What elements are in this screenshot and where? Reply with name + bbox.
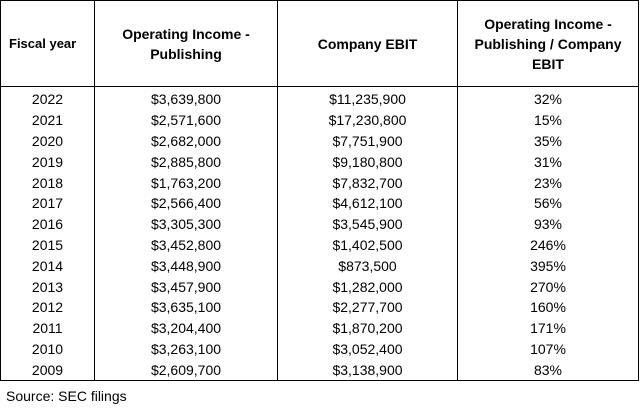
cell-fiscal-year: 2010 [1, 339, 95, 360]
cell-fiscal-year: 2009 [1, 359, 95, 380]
table-row [1, 318, 639, 339]
cell-company-ebit: $2,277,700 [278, 297, 458, 318]
table-row [1, 193, 639, 214]
cell-operating-income: $3,635,100 [95, 297, 278, 318]
table-row [1, 339, 639, 360]
cell-operating-income: $3,452,800 [95, 235, 278, 256]
table-row [1, 214, 639, 235]
table-body [1, 87, 639, 381]
cell-fiscal-year: 2017 [1, 193, 95, 214]
cell-operating-income: $2,682,000 [95, 131, 278, 152]
cell-company-ebit: $1,870,200 [278, 318, 458, 339]
cell-company-ebit: $3,052,400 [278, 339, 458, 360]
cell-fiscal-year: 2014 [1, 255, 95, 276]
cell-company-ebit: $9,180,800 [278, 151, 458, 172]
table-row [1, 110, 639, 131]
table-header-row [1, 1, 639, 87]
cell-company-ebit: $873,500 [278, 255, 458, 276]
table-row [1, 131, 639, 152]
cell-operating-income: $2,566,400 [95, 193, 278, 214]
header-publishing-ebit-ratio: Operating Income - Publishing / Company EBIT [458, 1, 639, 87]
cell-ratio: 270% [458, 276, 639, 297]
cell-ratio: 31% [458, 151, 639, 172]
table-row [1, 255, 639, 276]
cell-fiscal-year: 2016 [1, 214, 95, 235]
table-row [1, 235, 639, 256]
cell-operating-income: $3,448,900 [95, 255, 278, 276]
cell-ratio: 83% [458, 359, 639, 380]
cell-company-ebit: $4,612,100 [278, 193, 458, 214]
header-operating-income-publishing: Operating Income - Publishing [95, 1, 278, 87]
cell-fiscal-year: 2012 [1, 297, 95, 318]
table-row [1, 151, 639, 172]
cell-company-ebit: $1,402,500 [278, 235, 458, 256]
cell-ratio: 32% [458, 87, 639, 110]
cell-company-ebit: $3,138,900 [278, 359, 458, 380]
cell-company-ebit: $11,235,900 [278, 87, 458, 110]
cell-operating-income: $1,763,200 [95, 172, 278, 193]
cell-operating-income: $3,639,800 [95, 87, 278, 110]
header-fiscal-year: Fiscal year [1, 1, 95, 87]
cell-fiscal-year: 2022 [1, 87, 95, 110]
cell-operating-income: $3,263,100 [95, 339, 278, 360]
header-company-ebit: Company EBIT [278, 1, 458, 87]
cell-operating-income: $3,305,300 [95, 214, 278, 235]
table-row [1, 87, 639, 110]
cell-ratio: 171% [458, 318, 639, 339]
cell-company-ebit: $17,230,800 [278, 110, 458, 131]
cell-ratio: 35% [458, 131, 639, 152]
table-row [1, 276, 639, 297]
cell-ratio: 395% [458, 255, 639, 276]
cell-ratio: 56% [458, 193, 639, 214]
table-row [1, 359, 639, 380]
cell-ratio: 107% [458, 339, 639, 360]
table-row [1, 297, 639, 318]
cell-fiscal-year: 2015 [1, 235, 95, 256]
cell-ratio: 246% [458, 235, 639, 256]
source-note: Source: SEC filings [6, 388, 127, 404]
table-row [1, 172, 639, 193]
cell-fiscal-year: 2018 [1, 172, 95, 193]
cell-operating-income: $3,457,900 [95, 276, 278, 297]
cell-fiscal-year: 2019 [1, 151, 95, 172]
cell-operating-income: $3,204,400 [95, 318, 278, 339]
cell-fiscal-year: 2020 [1, 131, 95, 152]
cell-ratio: 23% [458, 172, 639, 193]
cell-fiscal-year: 2011 [1, 318, 95, 339]
cell-company-ebit: $1,282,000 [278, 276, 458, 297]
cell-ratio: 15% [458, 110, 639, 131]
cell-operating-income: $2,885,800 [95, 151, 278, 172]
cell-operating-income: $2,609,700 [95, 359, 278, 380]
cell-company-ebit: $3,545,900 [278, 214, 458, 235]
cell-ratio: 160% [458, 297, 639, 318]
cell-company-ebit: $7,751,900 [278, 131, 458, 152]
cell-fiscal-year: 2013 [1, 276, 95, 297]
cell-fiscal-year: 2021 [1, 110, 95, 131]
cell-ratio: 93% [458, 214, 639, 235]
cell-operating-income: $2,571,600 [95, 110, 278, 131]
cell-company-ebit: $7,832,700 [278, 172, 458, 193]
